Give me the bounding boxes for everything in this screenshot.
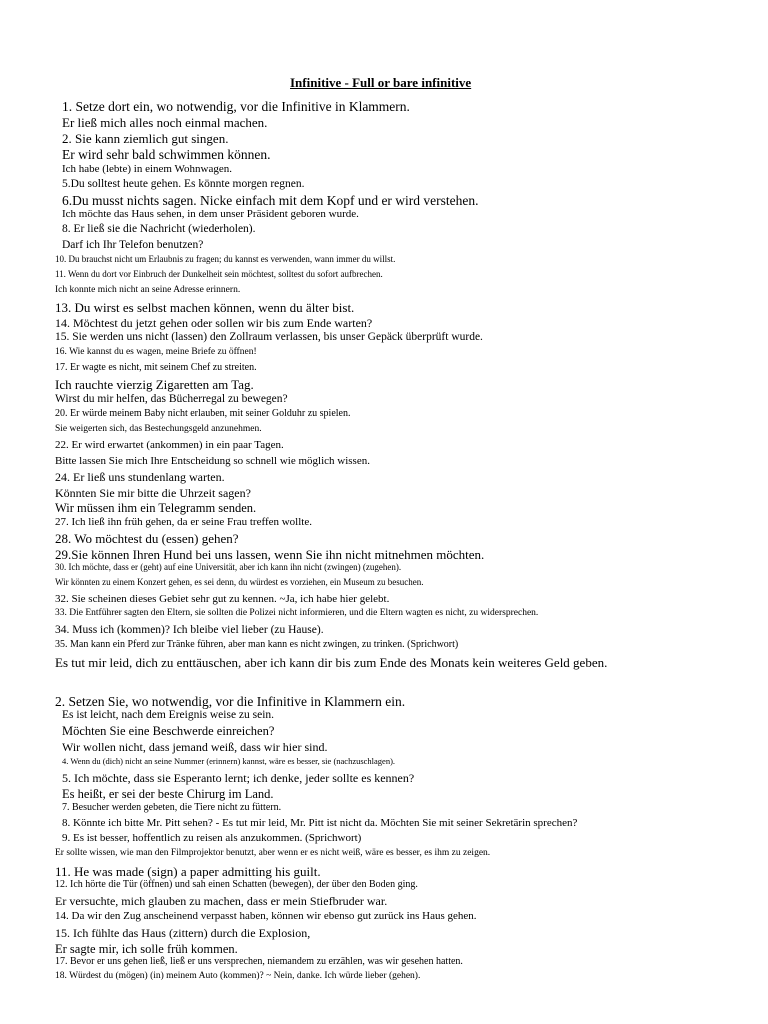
exercise-line: 32. Sie scheinen dieses Gebiet sehr gut zu kennen. ~Ja, ich habe hier gelebt. <box>55 593 390 605</box>
exercise-line: Bitte lassen Sie mich Ihre Entscheidung so schnell wie möglich wissen. <box>55 455 370 467</box>
exercise-line: 16. Wie kannst du es wagen, meine Briefe zu öffnen! <box>55 347 257 357</box>
exercise-line: 11. He was made (sign) a paper admitting his guilt. <box>55 864 321 879</box>
exercise-line: 7. Besucher werden gebeten, die Tiere nicht zu füttern. <box>62 802 282 813</box>
exercise-line: 20. Er würde meinem Baby nicht erlauben, mit seiner Golduhr zu spielen. <box>55 408 351 419</box>
exercise-line: Möchten Sie eine Beschwerde einreichen? <box>62 724 275 738</box>
exercise-line: 6.Du musst nichts sagen. Nicke einfach mit dem Kopf und er wird verstehen. <box>62 193 479 208</box>
exercise-line: Er sollte wissen, wie man den Filmprojektor benutzt, aber wenn er es nicht weiß, wäre es besser, es ihm zu zeigen. <box>55 848 491 858</box>
exercise-line: Er wird sehr bald schwimmen können. <box>62 147 271 162</box>
document-title: Infinitive - Full or bare infinitive <box>290 75 472 90</box>
exercise-line: 28. Wo möchtest du (essen) gehen? <box>55 531 239 546</box>
exercise-line: Es tut mir leid, dich zu enttäuschen, aber ich kann dir bis zum Ende des Monats kein weiteres Geld geben. <box>55 655 608 670</box>
exercise-line: 29.Sie können Ihren Hund bei uns lassen, wenn Sie ihn nicht mitnehmen möchten. <box>55 547 485 562</box>
exercise-line: Es ist leicht, nach dem Ereignis weise zu sein. <box>62 709 275 721</box>
exercise-line: 14. Möchtest du jetzt gehen oder sollen wir bis zum Ende warten? <box>55 316 373 330</box>
exercise-line: 10. Du brauchst nicht um Erlaubnis zu fragen; du kannst es verwenden, wann immer du willst. <box>55 254 396 264</box>
exercise-line: Ich rauchte vierzig Zigaretten am Tag. <box>55 377 254 392</box>
exercise-line: Ich möchte das Haus sehen, in dem unser Präsident geboren wurde. <box>62 208 359 220</box>
exercise-line: Könnten Sie mir bitte die Uhrzeit sagen? <box>55 486 251 500</box>
exercise-line: Darf ich Ihr Telefon benutzen? <box>62 239 204 251</box>
exercise-line: 17. Bevor er uns gehen ließ, ließ er uns versprechen, niemandem zu erzählen, was wir gesehen hatten. <box>55 956 463 967</box>
exercise-line: 30. Ich möchte, dass er (geht) auf eine Universität, aber ich kann ihn nicht (zwingen) (zugehen). <box>55 562 402 572</box>
exercise-line: 34. Muss ich (kommen)? Ich bleibe viel lieber (zu Hause). <box>55 624 324 636</box>
exercise-line: 27. Ich ließ ihn früh gehen, da er seine Frau treffen wollte. <box>55 516 312 528</box>
exercise-line: Er versuchte, mich glauben zu machen, dass er mein Stiefbruder war. <box>55 894 388 908</box>
exercise-line: 4. Wenn du (dich) nicht an seine Nummer (erinnern) kannst, wäre es besser, sie (nachzuschlagen). <box>62 756 396 766</box>
exercise-line: 17. Er wagte es nicht, mit seinem Chef zu streiten. <box>55 362 257 373</box>
exercise-line: Ich konnte mich nicht an seine Adresse erinnern. <box>55 285 241 295</box>
exercise-line: 5. Ich möchte, dass sie Esperanto lernt; ich denke, jeder sollte es kennen? <box>62 771 415 785</box>
exercise-line: 1. Setze dort ein, wo notwendig, vor die Infinitive in Klammern. <box>62 99 410 114</box>
exercise-line: Es heißt, er sei der beste Chirurg im Land. <box>62 787 274 801</box>
exercise-line: 15. Ich fühlte das Haus (zittern) durch die Explosion, <box>55 926 311 940</box>
exercise-line: Wir wollen nicht, dass jemand weiß, dass wir hier sind. <box>62 740 328 754</box>
exercise-line: 15. Sie werden uns nicht (lassen) den Zollraum verlassen, bis unser Gepäck überprüft wurde. <box>55 331 483 343</box>
exercise-line: Wir könnten zu einem Konzert gehen, es sei denn, du würdest es vorziehen, ein Museum zu besuchen. <box>55 577 424 587</box>
exercise-line: Wirst du mir helfen, das Bücherregal zu bewegen? <box>55 393 288 405</box>
exercise-line: Er ließ mich alles noch einmal machen. <box>62 115 268 130</box>
exercise-line: 8. Er ließ sie die Nachricht (wiederholen). <box>62 223 256 235</box>
exercise-line: 33. Die Entführer sagten den Eltern, sie sollten die Polizei nicht informieren, und die Eltern wagten es nicht, zu widersprechen. <box>55 608 539 618</box>
exercise-line: 9. Es ist besser, hoffentlich zu reisen als anzukommen. (Sprichwort) <box>62 832 362 844</box>
exercise-line: Er sagte mir, ich solle früh kommen. <box>55 942 238 956</box>
exercise-line: 18. Würdest du (mögen) (in) meinem Auto (kommen)? ~ Nein, danke. Ich würde lieber (gehen). <box>55 971 421 981</box>
exercise-line: 35. Man kann ein Pferd zur Tränke führen, aber man kann es nicht zwingen, zu trinken. (Sprichwort) <box>55 639 459 650</box>
exercise-line: 2. Setzen Sie, wo notwendig, vor die Infinitive in Klammern ein. <box>55 694 406 709</box>
exercise-line: 12. Ich hörte die Tür (öffnen) und sah einen Schatten (bewegen), der über den Boden ging. <box>55 879 418 890</box>
exercise-line: 5.Du solltest heute gehen. Es könnte morgen regnen. <box>62 178 305 190</box>
exercise-line: Ich habe (lebte) in einem Wohnwagen. <box>62 163 232 175</box>
exercise-line: 13. Du wirst es selbst machen können, wenn du älter bist. <box>55 300 355 315</box>
exercise-line: 14. Da wir den Zug anscheinend verpasst haben, können wir ebenso gut zurück ins Haus gehen. <box>55 910 477 922</box>
exercise-line: 8. Könnte ich bitte Mr. Pitt sehen? - Es tut mir leid, Mr. Pitt ist nicht da. Möchten Sie mit seiner Sekretärin sprechen? <box>62 817 578 829</box>
exercise-line: 2. Sie kann ziemlich gut singen. <box>62 131 229 146</box>
exercise-line: 22. Er wird erwartet (ankommen) in ein paar Tagen. <box>55 439 284 451</box>
exercise-line: Sie weigerten sich, das Bestechungsgeld anzunehmen. <box>55 424 262 434</box>
exercise-line: Wir müssen ihm ein Telegramm senden. <box>55 501 257 515</box>
exercise-line: 24. Er ließ uns stundenlang warten. <box>55 470 225 484</box>
exercise-line: 11. Wenn du dort vor Einbruch der Dunkelheit sein möchtest, solltest du sofort aufbrechen. <box>55 269 383 279</box>
